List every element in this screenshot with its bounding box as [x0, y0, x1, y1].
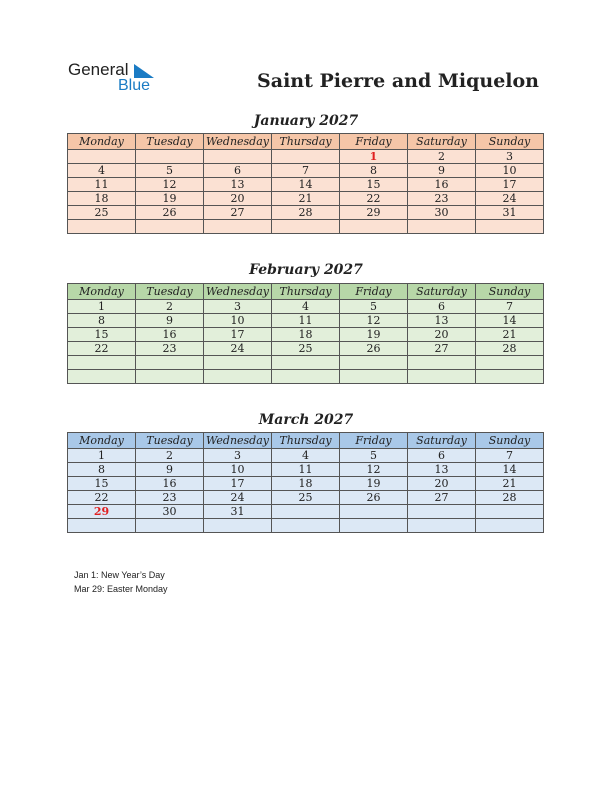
- day-cell: 29: [340, 206, 408, 220]
- day-cell: 12: [340, 463, 408, 477]
- weekday-header: Monday: [68, 284, 136, 300]
- day-cell: 24: [476, 192, 544, 206]
- empty-day-cell: [136, 150, 204, 164]
- weekday-header: Thursday: [272, 433, 340, 449]
- empty-day-cell: [204, 370, 272, 384]
- weekday-header: Saturday: [408, 433, 476, 449]
- week-row: [68, 356, 544, 370]
- logo-triangle-icon: [134, 64, 154, 78]
- empty-day-cell: [408, 220, 476, 234]
- day-cell: 2: [136, 300, 204, 314]
- day-cell: 14: [476, 314, 544, 328]
- week-row: [68, 463, 544, 477]
- logo-text-general: General: [68, 60, 129, 79]
- empty-day-cell: [68, 519, 136, 533]
- day-cell: 14: [272, 178, 340, 192]
- month-title-january: January 2027: [253, 113, 359, 129]
- day-cell: 6: [408, 449, 476, 463]
- day-cell: 15: [68, 328, 136, 342]
- empty-day-cell: [340, 519, 408, 533]
- empty-day-cell: [408, 519, 476, 533]
- calendar-january: [67, 133, 544, 234]
- week-row: [68, 519, 544, 533]
- day-cell: 28: [476, 491, 544, 505]
- empty-day-cell: [68, 220, 136, 234]
- week-row: [68, 370, 544, 384]
- day-cell: 20: [408, 477, 476, 491]
- day-cell: 2: [408, 150, 476, 164]
- day-cell: 1: [340, 150, 408, 164]
- empty-day-cell: [204, 150, 272, 164]
- day-cell: 23: [408, 192, 476, 206]
- empty-day-cell: [408, 370, 476, 384]
- month-title-march: March 2027: [258, 412, 354, 428]
- day-cell: 23: [136, 342, 204, 356]
- day-cell: 16: [136, 477, 204, 491]
- day-cell: 26: [136, 206, 204, 220]
- week-row: [68, 150, 544, 164]
- week-row: [68, 206, 544, 220]
- day-cell: 20: [204, 192, 272, 206]
- empty-day-cell: [340, 356, 408, 370]
- calendar-body: [68, 449, 544, 533]
- day-cell: 10: [204, 463, 272, 477]
- day-cell: 30: [136, 505, 204, 519]
- day-cell: 7: [272, 164, 340, 178]
- holiday-note: Jan 1: New Year’s Day: [74, 570, 165, 580]
- empty-day-cell: [408, 505, 476, 519]
- weekday-header: Friday: [340, 134, 408, 150]
- week-row: [68, 314, 544, 328]
- day-cell: 13: [408, 314, 476, 328]
- day-cell: 12: [136, 178, 204, 192]
- day-cell: 17: [204, 477, 272, 491]
- day-cell: 5: [136, 164, 204, 178]
- day-cell: 10: [476, 164, 544, 178]
- week-row: [68, 220, 544, 234]
- day-cell: 12: [340, 314, 408, 328]
- day-cell: 19: [136, 192, 204, 206]
- empty-day-cell: [272, 370, 340, 384]
- day-cell: 13: [204, 178, 272, 192]
- weekday-header: Friday: [340, 284, 408, 300]
- day-cell: 30: [408, 206, 476, 220]
- weekday-header: Thursday: [272, 284, 340, 300]
- week-row: [68, 178, 544, 192]
- day-cell: 11: [272, 314, 340, 328]
- day-cell: 5: [340, 449, 408, 463]
- day-cell: 8: [68, 463, 136, 477]
- day-cell: 26: [340, 342, 408, 356]
- day-cell: 20: [408, 328, 476, 342]
- day-cell: 4: [272, 300, 340, 314]
- week-row: [68, 491, 544, 505]
- day-cell: 17: [476, 178, 544, 192]
- day-cell: 25: [272, 491, 340, 505]
- empty-day-cell: [136, 220, 204, 234]
- empty-day-cell: [272, 356, 340, 370]
- day-cell: 4: [272, 449, 340, 463]
- day-cell: 26: [340, 491, 408, 505]
- weekday-header: Sunday: [476, 284, 544, 300]
- month-title-february: February 2027: [249, 262, 363, 278]
- weekday-header: Wednesday: [204, 134, 272, 150]
- general-blue-logo: [68, 60, 168, 96]
- week-row: [68, 505, 544, 519]
- day-cell: 6: [204, 164, 272, 178]
- day-cell: 27: [408, 342, 476, 356]
- day-cell: 1: [68, 449, 136, 463]
- weekday-header: Tuesday: [136, 134, 204, 150]
- day-cell: 16: [408, 178, 476, 192]
- weekday-header: Saturday: [408, 284, 476, 300]
- day-cell: 3: [204, 300, 272, 314]
- empty-day-cell: [340, 505, 408, 519]
- day-cell: 25: [68, 206, 136, 220]
- empty-day-cell: [204, 356, 272, 370]
- day-cell: 8: [340, 164, 408, 178]
- empty-day-cell: [68, 370, 136, 384]
- empty-day-cell: [68, 356, 136, 370]
- holiday-notes: [74, 568, 168, 596]
- week-row: [68, 300, 544, 314]
- empty-day-cell: [340, 370, 408, 384]
- day-cell: 14: [476, 463, 544, 477]
- day-cell: 21: [272, 192, 340, 206]
- day-cell: 24: [204, 342, 272, 356]
- calendar-body: [68, 300, 544, 384]
- day-cell: 31: [476, 206, 544, 220]
- weekday-header-row: [68, 284, 544, 300]
- day-cell: 21: [476, 328, 544, 342]
- empty-day-cell: [476, 505, 544, 519]
- logo-text-blue: Blue: [118, 77, 151, 94]
- empty-day-cell: [136, 370, 204, 384]
- day-cell: 6: [408, 300, 476, 314]
- week-row: [68, 449, 544, 463]
- day-cell: 15: [68, 477, 136, 491]
- day-cell: 9: [408, 164, 476, 178]
- day-cell: 27: [204, 206, 272, 220]
- day-cell: 18: [272, 328, 340, 342]
- day-cell: 7: [476, 300, 544, 314]
- day-cell: 13: [408, 463, 476, 477]
- day-cell: 31: [204, 505, 272, 519]
- weekday-header: Monday: [68, 433, 136, 449]
- calendar-february: [67, 283, 544, 384]
- country-title: Saint Pierre and Miquelon: [257, 70, 539, 92]
- day-cell: 22: [68, 342, 136, 356]
- weekday-header: Tuesday: [136, 433, 204, 449]
- day-cell: 27: [408, 491, 476, 505]
- empty-day-cell: [272, 519, 340, 533]
- empty-day-cell: [476, 370, 544, 384]
- day-cell: 23: [136, 491, 204, 505]
- weekday-header: Sunday: [476, 134, 544, 150]
- day-cell: 7: [476, 449, 544, 463]
- empty-day-cell: [68, 150, 136, 164]
- empty-day-cell: [272, 150, 340, 164]
- calendar-march: [67, 432, 544, 533]
- week-row: [68, 328, 544, 342]
- day-cell: 19: [340, 477, 408, 491]
- week-row: [68, 192, 544, 206]
- day-cell: 18: [68, 192, 136, 206]
- day-cell: 25: [272, 342, 340, 356]
- weekday-header: Monday: [68, 134, 136, 150]
- day-cell: 9: [136, 463, 204, 477]
- day-cell: 28: [476, 342, 544, 356]
- week-row: [68, 164, 544, 178]
- day-cell: 16: [136, 328, 204, 342]
- day-cell: 24: [204, 491, 272, 505]
- day-cell: 1: [68, 300, 136, 314]
- empty-day-cell: [136, 519, 204, 533]
- day-cell: 11: [68, 178, 136, 192]
- day-cell: 28: [272, 206, 340, 220]
- day-cell: 15: [340, 178, 408, 192]
- day-cell: 22: [340, 192, 408, 206]
- day-cell: 10: [204, 314, 272, 328]
- day-cell: 3: [204, 449, 272, 463]
- empty-day-cell: [204, 519, 272, 533]
- holiday-note: Mar 29: Easter Monday: [74, 584, 168, 594]
- weekday-header: Thursday: [272, 134, 340, 150]
- weekday-header: Friday: [340, 433, 408, 449]
- empty-day-cell: [204, 220, 272, 234]
- day-cell: 3: [476, 150, 544, 164]
- weekday-header: Wednesday: [204, 433, 272, 449]
- day-cell: 5: [340, 300, 408, 314]
- weekday-header-row: [68, 433, 544, 449]
- week-row: [68, 342, 544, 356]
- weekday-header-row: [68, 134, 544, 150]
- empty-day-cell: [476, 356, 544, 370]
- day-cell: 21: [476, 477, 544, 491]
- day-cell: 11: [272, 463, 340, 477]
- empty-day-cell: [408, 356, 476, 370]
- day-cell: 19: [340, 328, 408, 342]
- day-cell: 2: [136, 449, 204, 463]
- empty-day-cell: [272, 505, 340, 519]
- weekday-header: Wednesday: [204, 284, 272, 300]
- day-cell: 4: [68, 164, 136, 178]
- empty-day-cell: [340, 220, 408, 234]
- empty-day-cell: [476, 220, 544, 234]
- weekday-header: Sunday: [476, 433, 544, 449]
- empty-day-cell: [476, 519, 544, 533]
- weekday-header: Saturday: [408, 134, 476, 150]
- empty-day-cell: [272, 220, 340, 234]
- calendar-body: [68, 150, 544, 234]
- week-row: [68, 477, 544, 491]
- day-cell: 18: [272, 477, 340, 491]
- day-cell: 17: [204, 328, 272, 342]
- empty-day-cell: [136, 356, 204, 370]
- weekday-header: Tuesday: [136, 284, 204, 300]
- day-cell: 29: [68, 505, 136, 519]
- day-cell: 9: [136, 314, 204, 328]
- day-cell: 8: [68, 314, 136, 328]
- day-cell: 22: [68, 491, 136, 505]
